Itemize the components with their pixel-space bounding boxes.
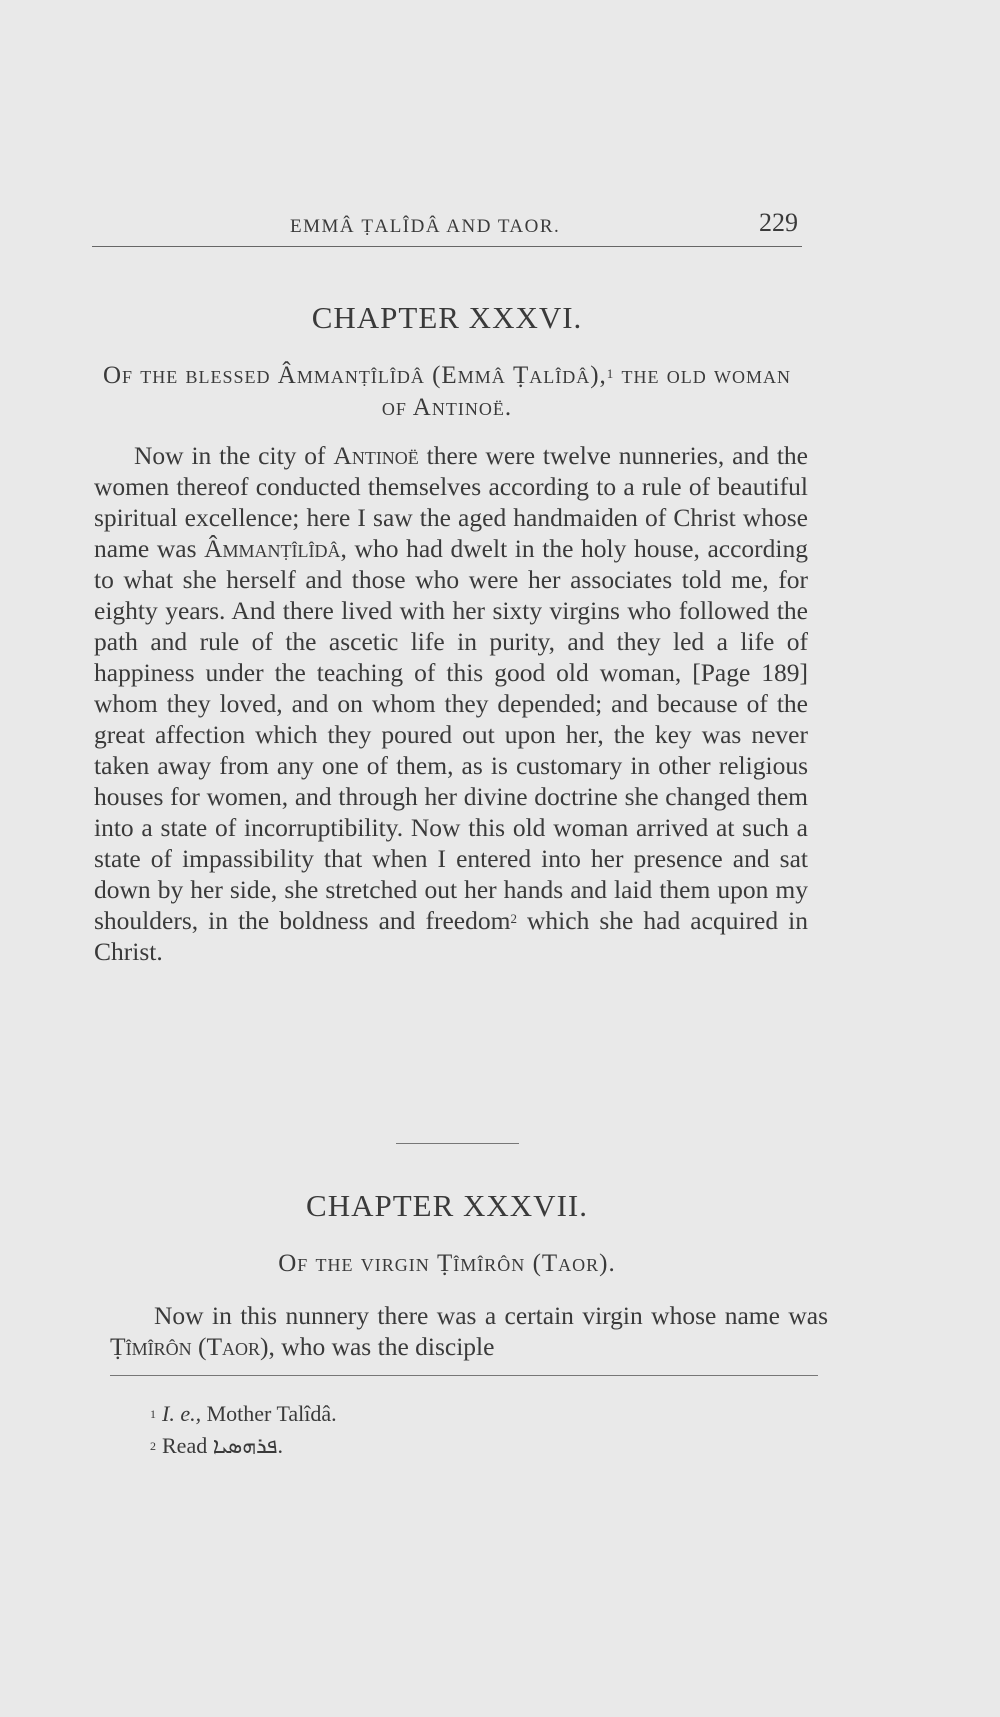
paragraph-text: , who had dwelt in the holy house, according to what she herself and those who were her associates told me, for eighty years. And there lived with her sixty virgins who followed the path and rule of the ascetic life in purity, and they led a life of happiness under the teaching of this good old woman, [Page 189] whom they loved, and on whom they depended; and because of the great affection which they poured out upon her, the key was never taken away from any one of them, as is customary in other religious houses for women, and through her divine doctrine she changed them into a state of incorruptibility. Now this old woman arrived at such a state of impassibility that when I entered into her presence and sat down by her side, she stretched out her hands and laid them upon my shoulders, in the boldness and freedom (94, 534, 808, 935)
place-name: Antinoë (333, 441, 419, 470)
running-head (92, 206, 802, 247)
subtitle-alt-name: (Emmâ Ṭalîdâ), (424, 362, 607, 389)
footnote-text: Mother Talîdâ. (201, 1401, 337, 1426)
person-name: Ṭîmîrôn (110, 1332, 192, 1361)
section-divider (396, 1143, 519, 1144)
paragraph-text: Now in the city of (134, 441, 334, 470)
footnote-number: 1 (150, 1407, 156, 1421)
person-name: Taor (206, 1332, 261, 1361)
chapter-subtitle (92, 1248, 802, 1280)
body-paragraph (94, 440, 808, 967)
chapter-heading: CHAPTER XXXVI. (311, 300, 583, 335)
chapter-heading: CHAPTER XXXVII. (306, 1188, 588, 1223)
paragraph-text: which she had acquired in Christ. (94, 906, 808, 966)
subtitle-text: Of the blessed (102, 362, 278, 389)
footnote-marker: 2 (510, 911, 517, 926)
subtitle-end: . (504, 394, 513, 421)
subtitle-text: Of the virgin (278, 1250, 438, 1277)
page-number: 229 (759, 208, 798, 237)
footnote-number: 2 (150, 1439, 156, 1453)
subtitle-alt-name: (Taor). (525, 1250, 616, 1277)
footnote-text: Read (162, 1433, 213, 1458)
subtitle-text: the old woman of (381, 362, 792, 421)
subtitle-name: Âmmanṭîlîdâ (277, 362, 425, 389)
paragraph-text: ( (191, 1332, 207, 1361)
footnote-end: . (277, 1433, 283, 1458)
chapter-subtitle (92, 360, 802, 424)
subtitle-name: Ṭîmîrôn (437, 1250, 526, 1277)
person-name: Âmmanṭîlîdâ (204, 534, 341, 563)
running-title: EMMÂ ṬALÎDÂ AND TAOR. (290, 216, 561, 237)
body-paragraph (110, 1300, 828, 1362)
paragraph-text: Now in this nunnery there was a certain virgin whose name was (154, 1301, 828, 1330)
footnotes (150, 1398, 337, 1463)
paragraph-text: ), who was the disciple (260, 1332, 495, 1361)
footnote-marker: 1 (606, 366, 615, 381)
footnote-abbrev: I. e., (162, 1401, 202, 1426)
subtitle-place: Antinoë (412, 394, 505, 421)
footnote-divider (110, 1375, 818, 1376)
paragraph-text: there were twelve nunneries, and the women thereof conducted themselves according to a rule of beautiful spiritual excellence; here I saw the aged handmaiden of Christ whose name was (94, 441, 808, 563)
footnote (150, 1398, 337, 1430)
syriac-word: ܦܪܗܣܝܐ (212, 1434, 278, 1459)
footnote (150, 1430, 337, 1463)
